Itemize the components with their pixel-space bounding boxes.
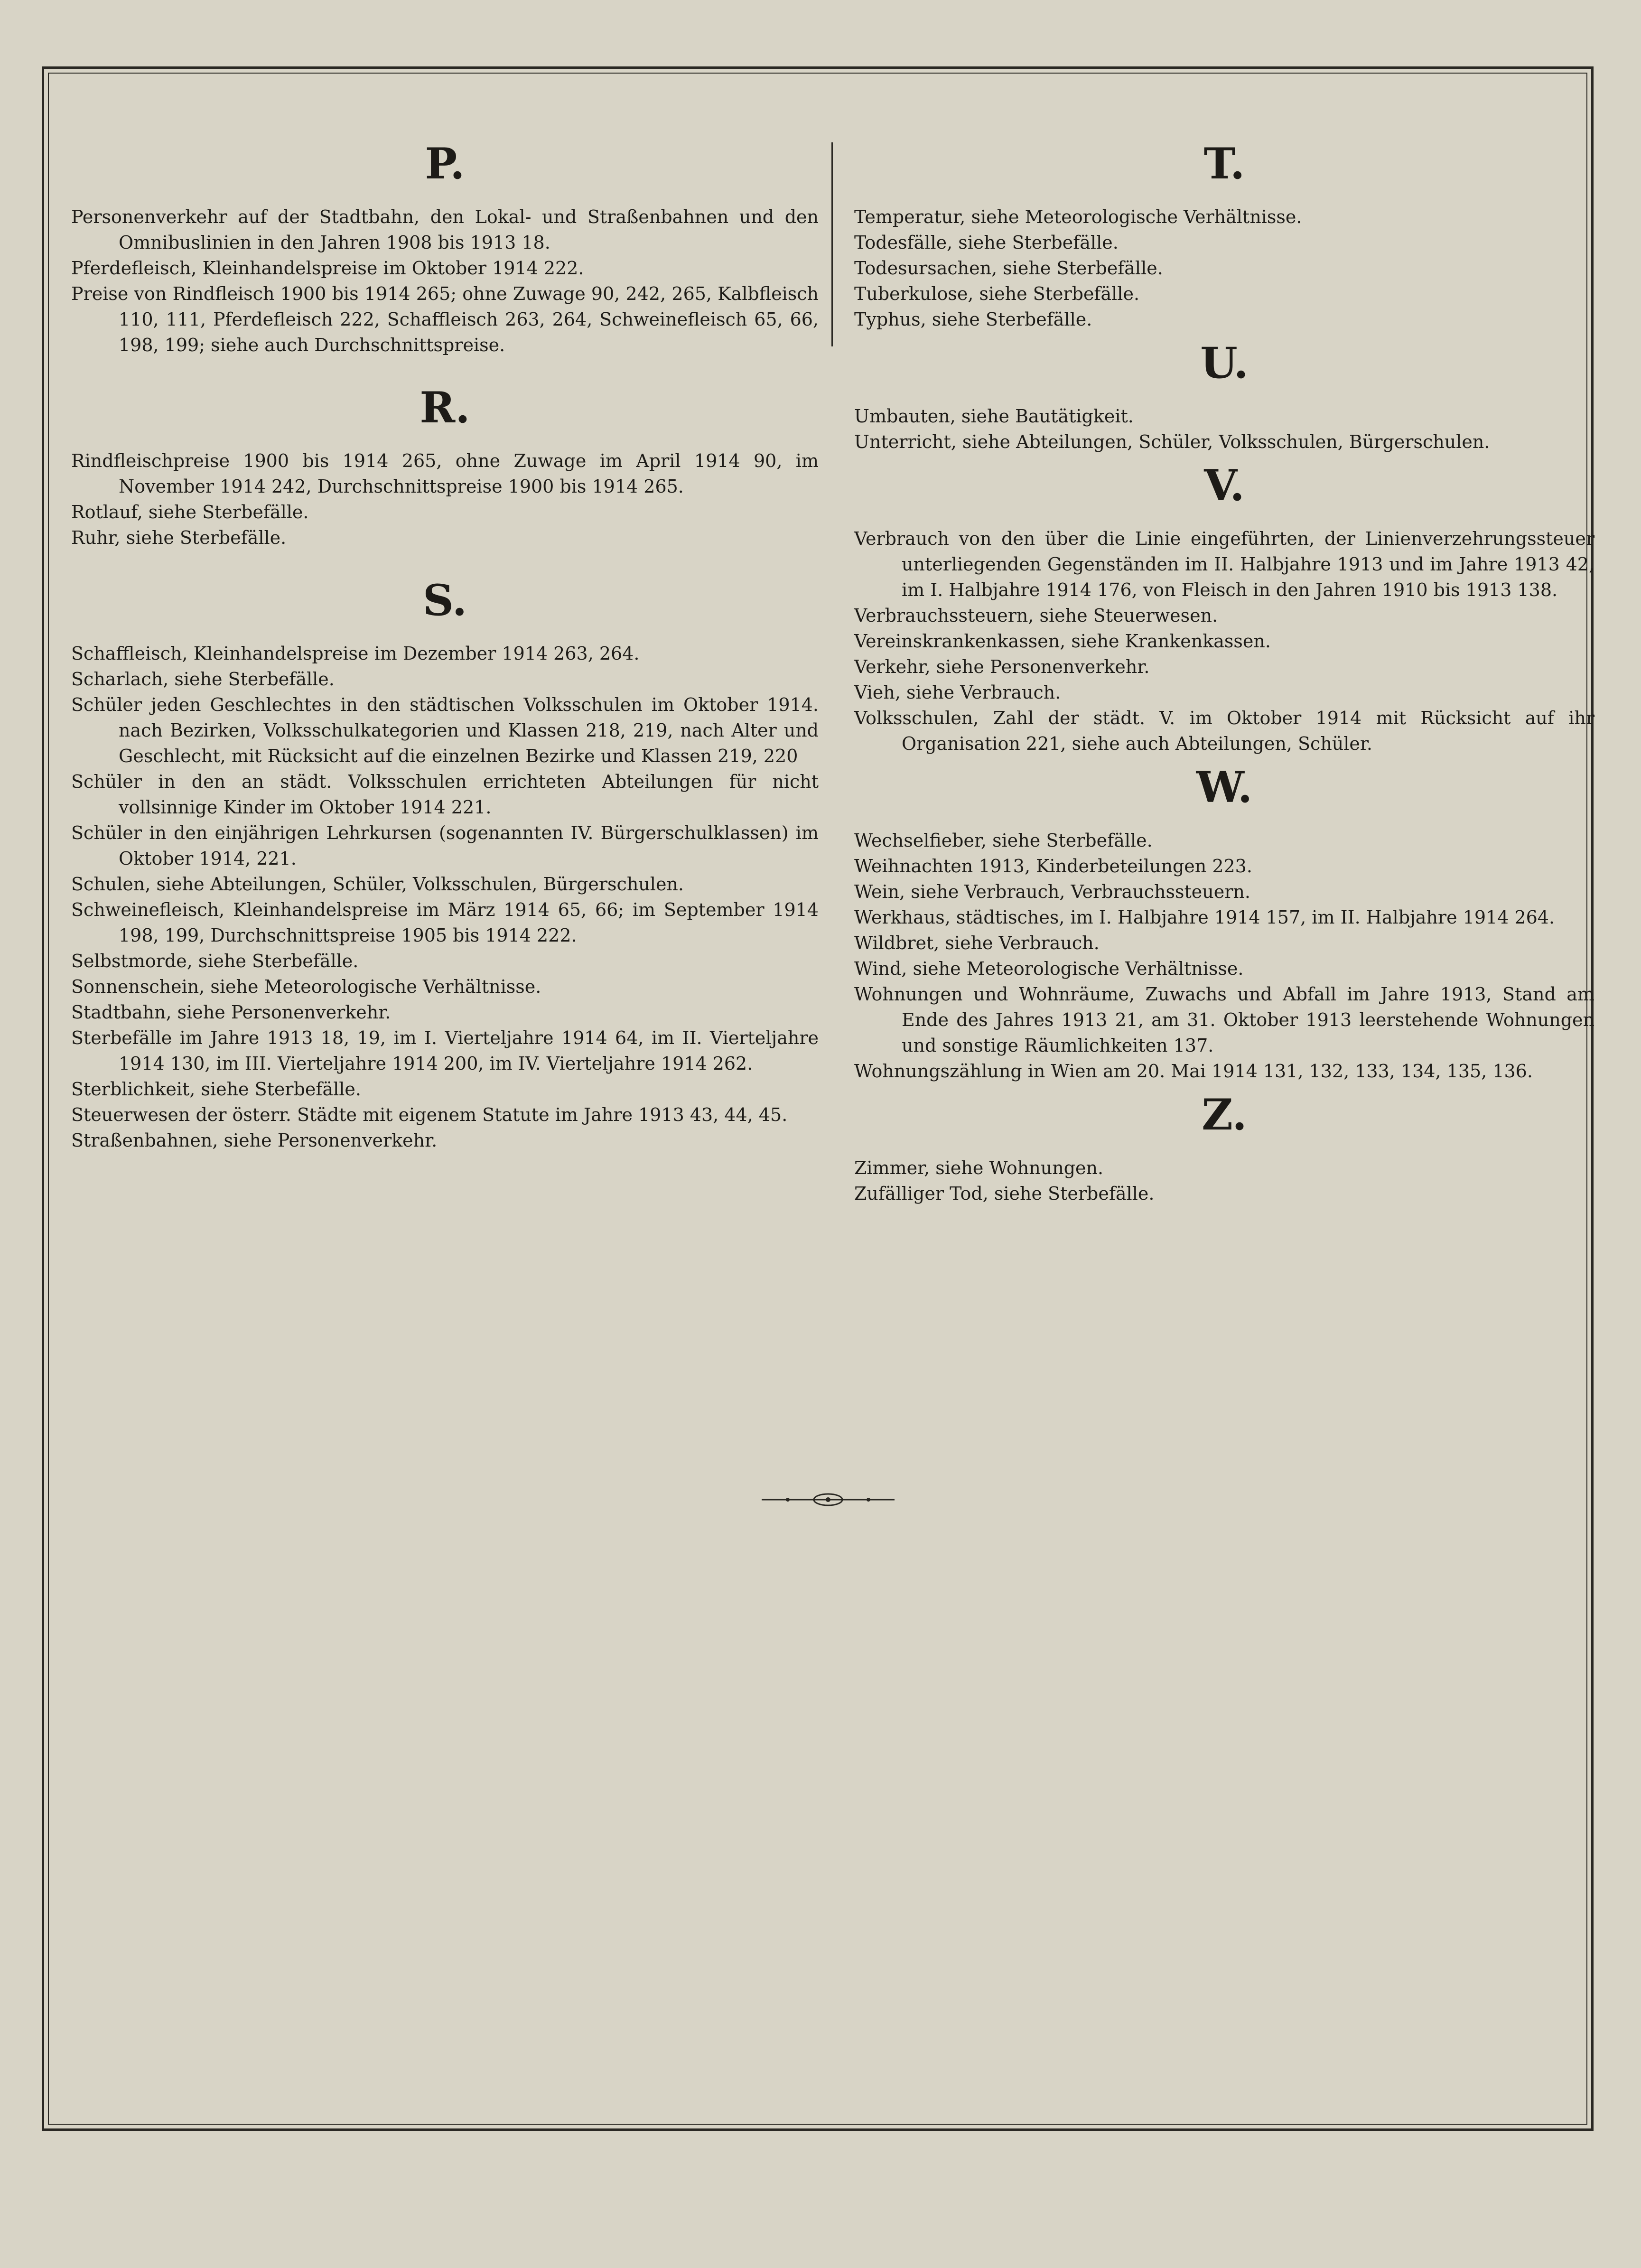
index-entry: Wind, siehe Meteorologische Verhältnisse. bbox=[854, 958, 1244, 979]
index-entry: Sterblichkeit, siehe Sterbefälle. bbox=[71, 1079, 361, 1100]
index-entry: Ruhr, siehe Sterbefälle. bbox=[71, 527, 287, 548]
index-entry: Verkehr, siehe Personenverkehr. bbox=[854, 656, 1150, 677]
index-column-left bbox=[71, 133, 819, 1153]
index-entry: Schweinefleisch, Kleinhandelspreise im März 1914 65, 66; im September 1914 198, 199, Durchschnittspreise 1905 bis 1914 222. bbox=[71, 899, 819, 946]
index-column-right bbox=[854, 133, 1594, 1206]
index-entry: Volksschulen, Zahl der städt. V. im Oktober 1914 mit Rücksicht auf ihr Organisation 221, siehe auch Abteilungen, Schüler. bbox=[854, 708, 1594, 754]
section-letter-p: P. bbox=[425, 139, 465, 189]
index-entry: Selbstmorde, siehe Sterbefälle. bbox=[71, 951, 359, 971]
index-entry: Zimmer, siehe Wohnungen. bbox=[854, 1157, 1104, 1178]
index-entry: Wein, siehe Verbrauch, Verbrauchssteuern. bbox=[854, 881, 1250, 902]
index-entry: Rindfleischpreise 1900 bis 1914 265, ohne Zuwage im April 1914 90, im November 1914 242, Durchschnittspreise 1900 bis 1914 265. bbox=[71, 450, 819, 497]
index-entry: Wohnungen und Wohnräume, Zuwachs und Abfall im Jahre 1913, Stand am Ende des Jahres 1913 21, am 31. Oktober 1913 leerstehende Wohnungen und sonstige Räumlichkeiten 137. bbox=[854, 984, 1594, 1056]
index-entry: Wohnungszählung in Wien am 20. Mai 1914 131, 132, 133, 134, 135, 136. bbox=[854, 1061, 1533, 1082]
index-entry: Rotlauf, siehe Sterbefälle. bbox=[71, 502, 309, 523]
index-entry: Sonnenschein, siehe Meteorologische Verhältnisse. bbox=[71, 976, 541, 997]
index-entry: Typhus, siehe Sterbefälle. bbox=[854, 309, 1092, 330]
section-letter-t: T. bbox=[1203, 139, 1245, 189]
index-entry: Schaffleisch, Kleinhandelspreise im Dezember 1914 263, 264. bbox=[71, 643, 640, 664]
section-letter-w: W. bbox=[1196, 762, 1253, 812]
index-entry: Straßenbahnen, siehe Personenverkehr. bbox=[71, 1130, 438, 1151]
index-entry: Sterbefälle im Jahre 1913 18, 19, im I. Vierteljahre 1914 64, im II. Vierteljahre 1914 130, im III. Vierteljahre 1914 200, im IV. Vierteljahre 1914 262. bbox=[71, 1027, 819, 1074]
section-letter-u: U. bbox=[1200, 338, 1249, 388]
index-entry: Preise von Rindfleisch 1900 bis 1914 265; ohne Zuwage 90, 242, 265, Kalbfleisch 110, 111, Pferdefleisch 222, Schaffleisch 263, 264, Schweinefleisch 65, 66, 198, 199; siehe auch Durchschnittspreise. bbox=[71, 283, 819, 355]
index-entry: Vereinskrankenkassen, siehe Krankenkassen. bbox=[854, 631, 1271, 652]
index-entry: Steuerwesen der österr. Städte mit eigenem Statute im Jahre 1913 43, 44, 45. bbox=[71, 1104, 788, 1125]
index-entry: Weihnachten 1913, Kinderbeteilungen 223. bbox=[854, 856, 1252, 877]
index-entry: Wechselfieber, siehe Sterbefälle. bbox=[854, 830, 1153, 851]
section-letter-v: V. bbox=[1204, 460, 1245, 511]
index-entry: Scharlach, siehe Sterbefälle. bbox=[71, 669, 335, 690]
index-entry: Werkhaus, städtisches, im I. Halbjahre 1914 157, im II. Halbjahre 1914 264. bbox=[854, 907, 1555, 928]
index-entry: Unterricht, siehe Abteilungen, Schüler, Volksschulen, Bürgerschulen. bbox=[854, 431, 1490, 452]
index-entry: Schüler in den an städt. Volksschulen errichteten Abteilungen für nicht vollsinnige Kinder im Oktober 1914 221. bbox=[71, 771, 819, 818]
section-letter-r: R. bbox=[420, 383, 470, 433]
section-letter-z: Z. bbox=[1202, 1090, 1247, 1140]
index-entry: Zufälliger Tod, siehe Sterbefälle. bbox=[854, 1183, 1155, 1204]
index-entry: Verbrauchssteuern, siehe Steuerwesen. bbox=[854, 605, 1218, 626]
index-entry: Personenverkehr auf der Stadtbahn, den Lokal- und Straßenbahnen und den Omnibuslinien in den Jahren 1908 bis 1913 18. bbox=[71, 206, 819, 253]
index-entry: Stadtbahn, siehe Personenverkehr. bbox=[71, 1002, 391, 1023]
index-entry: Wildbret, siehe Verbrauch. bbox=[854, 933, 1100, 953]
index-entry: Schüler in den einjährigen Lehrkursen (sogenannten IV. Bürgerschulklassen) im Oktober 1914, 221. bbox=[71, 822, 819, 869]
index-entry: Pferdefleisch, Kleinhandelspreise im Oktober 1914 222. bbox=[71, 258, 584, 279]
index-entry: Todesfälle, siehe Sterbefälle. bbox=[854, 232, 1119, 253]
index-entry: Verbrauch von den über die Linie eingeführten, der Linienverzehrungssteuer unterliegenden Gegenständen im II. Halbjahre 1913 und im Jahre 1913 42, im I. Halbjahre 1914 176, von Fleisch in den Jahren 1910 bis 1913 138. bbox=[854, 528, 1594, 600]
index-entry: Schulen, siehe Abteilungen, Schüler, Volksschulen, Bürgerschulen. bbox=[71, 874, 684, 895]
index-entry: Schüler jeden Geschlechtes in den städtischen Volksschulen im Oktober 1914. nach Bezirken, Volksschulkategorien und Klassen 218, 219, nach Alter und Geschlecht, mit Rücksicht auf die einzelnen Bezirke und Klassen 219, 220 bbox=[71, 694, 819, 766]
section-letter-s: S. bbox=[422, 575, 467, 625]
index-entry: Umbauten, siehe Bautätigkeit. bbox=[854, 406, 1134, 427]
index-entry: Todesursachen, siehe Sterbefälle. bbox=[854, 258, 1163, 279]
index-entry: Temperatur, siehe Meteorologische Verhältnisse. bbox=[854, 206, 1302, 227]
column-divider bbox=[831, 142, 833, 346]
ornament-divider bbox=[759, 1490, 897, 1509]
index-entry: Tuberkulose, siehe Sterbefälle. bbox=[854, 283, 1140, 304]
index-entry: Vieh, siehe Verbrauch. bbox=[854, 682, 1061, 703]
